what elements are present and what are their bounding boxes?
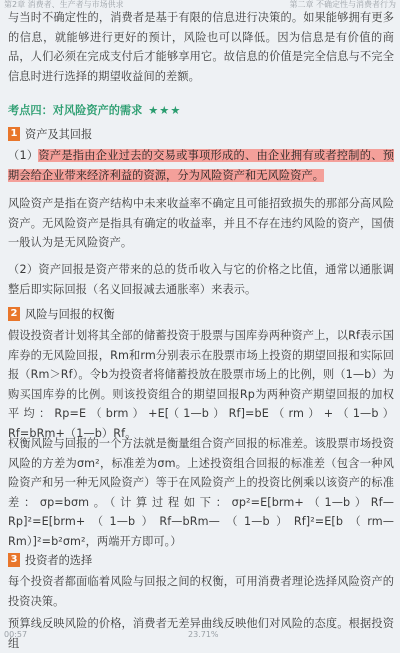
- subsection-1-title: 资产及其回报: [25, 128, 93, 141]
- asset-return-paragraph: （2）资产回报是资产带来的总的货币收入与它的价格之比值，通常以通胀调整后即实际回报（名义回报减去通胀率）来表示。: [8, 263, 394, 296]
- reader-status-bar: [0, 630, 400, 640]
- subsection-3-number: 3: [8, 553, 20, 567]
- asset-definition-paragraph: [8, 146, 394, 185]
- subsection-1-heading: [8, 126, 92, 142]
- subsection-2-heading: [8, 306, 115, 322]
- subsection-2-number: 2: [8, 307, 20, 321]
- chapter-header-left: 第2章 消费者、生产者与市场供求: [4, 0, 124, 9]
- asset-definition-prefix: （1）: [8, 149, 39, 162]
- risk-return-tradeoff-paragraph: 权衡风险与回报的一个方法就是衡量组合资产回报的标准差。该股票市场投资风险的方差为σm²，标准差为σm。上述投资组合回报的标准差（包含一种风险资产和另一种无风险资产）等于在风险资产上的投资比例乘以该资产的标准差：σp=bσm。（计算过程如下：σp²=E[brm+（1—b）Rf—Rp]²=E[brm+（1—b）Rf—bRm—（1—b）Rf]²=E[b（rm—Rm）]²=b²σm²，两端开方即可。）: [8, 437, 394, 548]
- intro-paragraph: 与当时不确定性的，消费者是基于有限的信息进行决策的。如果能够拥有更多的信息，就能够进行更好的预计，风险也可以降低。因为信息是有价值的商品，人们必须在完成支付后才能够享用它。故信息的价值是完全信息与不完全信息时进行选择的期望收益间的差额。: [8, 11, 394, 83]
- subsection-3-title: 投资者的选择: [25, 554, 93, 567]
- subsection-3-heading: [8, 552, 92, 568]
- importance-stars: ★★★: [148, 104, 182, 117]
- chapter-header-right: 第二章 不确定性与消费者行为: [289, 0, 396, 9]
- clock-time: 00:57: [4, 630, 28, 639]
- reading-progress: 23.71%: [188, 630, 219, 639]
- kaodian-label: 考点四：对风险资产的需求: [8, 104, 143, 117]
- budget-line-paragraph: 预算线反映风险的价格，消费者无差异曲线反映他们对风险的态度。根据投资组: [8, 617, 394, 650]
- investor-choice-paragraph: 每个投资者都面临着风险与回报之间的权衡，可用消费者理论选择风险资产的投资决策。: [8, 575, 394, 608]
- risk-asset-paragraph: 风险资产是指在资产结构中未来收益率不确定且可能招致损失的那部分高风险资产。无风险资产是指具有确定的收益率，并且不存在违约风险的资产，国债一般认为是无风险资产。: [8, 197, 394, 249]
- subsection-1-number: 1: [8, 127, 20, 141]
- portfolio-return-paragraph: 假设投资者计划将其全部的储蓄投资于股票与国库券两种资产上，以Rf表示国库券的无风险回报，Rm和rm分别表示在股票市场上投资的期望回报和实际回报（Rm＞Rf）。令b为投资者将储蓄投放在股票市场上的比例，则（1—b）为购买国库券的比例。则该投资组合的期望回报Rp为两种资产期望回报的加权平均：Rp=E（brm）+E[（1—b）Rf]=bE（rm）+（1—b）Rf=bRm+（1—b）Rf。: [8, 329, 394, 440]
- subsection-2-title: 风险与回报的权衡: [25, 308, 115, 321]
- highlighted-definition[interactable]: 资产是指由企业过去的交易或事项形成的、由企业拥有或者控制的、预期会给企业带来经济利益的资源，分为风险资产和无风险资产。: [8, 149, 394, 182]
- section-heading-kaodian: [8, 102, 181, 118]
